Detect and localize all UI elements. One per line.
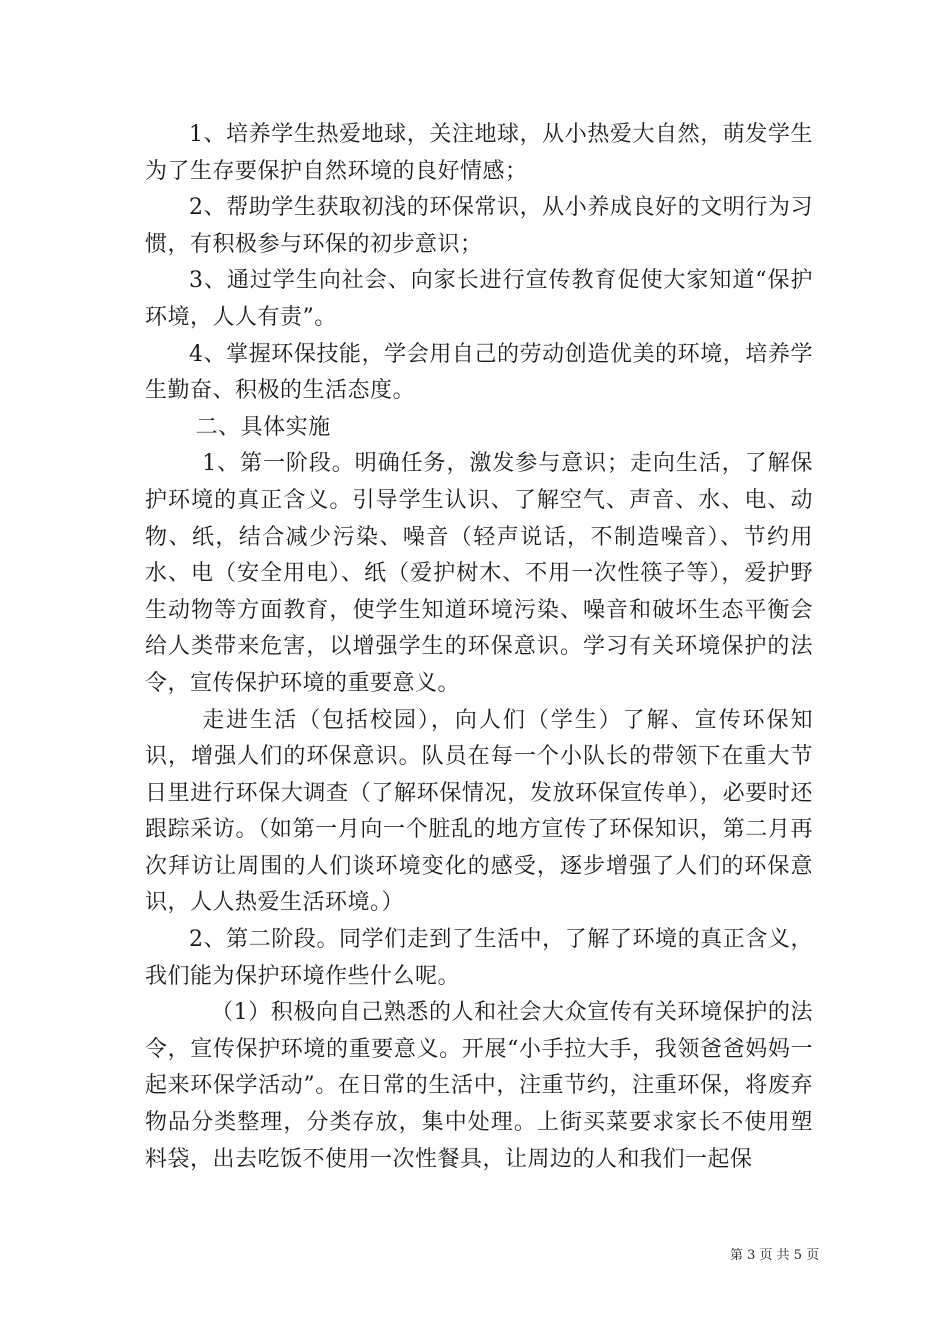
life-campus-paragraph: 走进生活（包括校园），向人们（学生）了解、宣传环保知识，增强人们的环保意识。队员在每一个小队长的带领下在重大节日里进行环保大调查（了解环保情况，发放环保宣传单），必要时还跟踪采访。（如第一月向一个脏乱的地方宣传了环保知识，第二月再次拜访让周围的人们谈环境变化的感受，逐步增强了人们的环保意识，人人热爱生活环境。） xyxy=(145,707,813,916)
stage-two-item-1-paragraph: （1）积极向自己熟悉的人和社会大众宣传有关环境保护的法令，宣传保护环境的重要意义。开展“小手拉大手，我领爸爸妈妈一起来环保学活动”。在日常的生活中，注重节约，注重环保，将废弃物品分类整理，分类存放，集中处理。上街买菜要求家长不使用塑料袋，出去吃饭不使用一次性餐具，让周边的人和我们一起保 xyxy=(145,1000,813,1172)
goal-paragraph-1: 1、培养学生热爱地球，关注地球，从小热爱大自然，萌发学生为了生存要保护自然环境的良好情感； xyxy=(145,122,813,184)
page-number-footer: 第 3 页 共 5 页 xyxy=(730,1248,820,1263)
stage-two-paragraph: 2、第二阶段。同学们走到了生活中，了解了环境的真正含义，我们能为保护环境作些什么呢。 xyxy=(145,927,813,989)
goal-paragraph-2: 2、帮助学生获取初浅的环保常识，从小养成良好的文明行为习惯，有积极参与环保的初步意识； xyxy=(145,195,813,257)
document-body xyxy=(145,117,813,1178)
goal-paragraph-4: 4、掌握环保技能，学会用自己的劳动创造优美的环境，培养学生勤奋、积极的生活态度。 xyxy=(145,341,813,404)
section-heading: 二、具体实施 xyxy=(195,414,331,440)
goal-paragraph-3: 3、通过学生向社会、向家长进行宣传教育促使大家知道“保护环境，人人有责”。 xyxy=(145,268,813,330)
stage-one-paragraph: 1、第一阶段。明确任务，激发参与意识；走向生活，了解保护环境的真正含义。引导学生认识、了解空气、声音、水、电、动物、纸，结合减少污染、噪音（轻声说话，不制造噪音）、节约用水、电（安全用电）、纸（爱护树木、不用一次性筷子等），爱护野生动物等方面教育，使学生知道环境污染、噪音和破坏生态平衡会给人类带来危害，以增强学生的环保意识。学习有关环境保护的法令，宣传保护环境的重要意义。 xyxy=(145,451,813,696)
